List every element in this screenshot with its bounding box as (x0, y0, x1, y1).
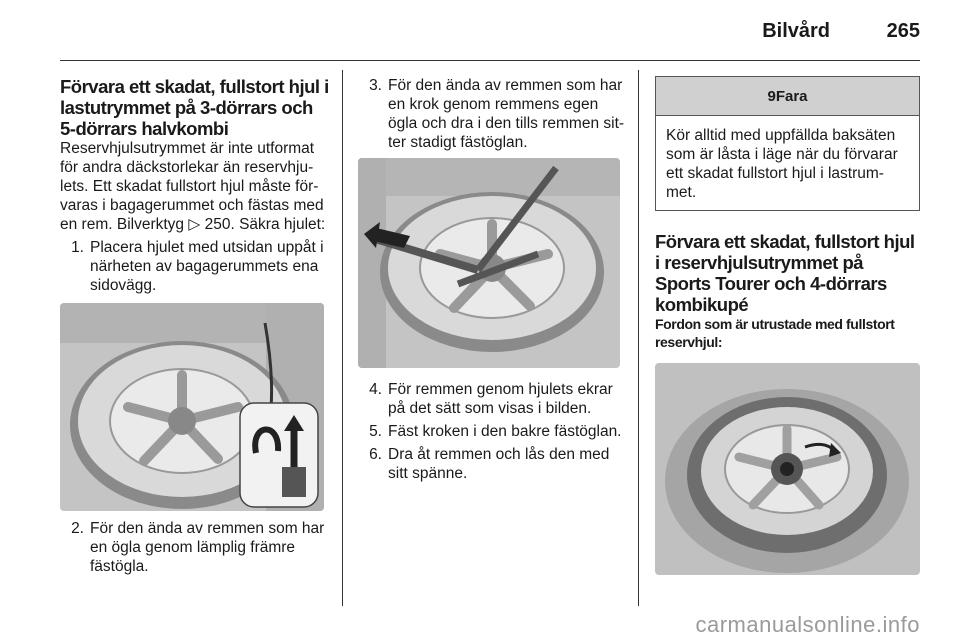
step-text: För den ända av remmen som har en ögla genom lämplig främre fästögla. (90, 520, 325, 575)
wheel-strap-figure-2 (358, 158, 620, 368)
warning-triangle-icon: 9 (767, 87, 776, 105)
step-text: Placera hjulet med utsidan uppåt i närheten av bagagerummets ena sidovägg. (90, 239, 324, 294)
step-number: 2. (71, 520, 84, 537)
step-6 (358, 445, 628, 483)
watermark: carmanualsonline.info (695, 612, 920, 637)
wheel-strap-figure-1 (60, 303, 324, 511)
section-subheading: Fordon som är utrustade med fullstort reservhjul: (655, 316, 895, 350)
page-ref-link[interactable]: 250 (204, 216, 231, 233)
page-number: 265 (886, 20, 920, 42)
intro-end: . Säkra hjulet: (230, 216, 326, 233)
step-text: Dra åt remmen och lås den med sitt spänne. (388, 446, 610, 482)
column-divider-1 (342, 70, 343, 606)
intro-text (60, 139, 330, 234)
step-1 (60, 238, 330, 295)
section-heading-2: Förvara ett skadat, fullstort hjul i reservhjulsutrymmet på Sports Tourer och 4-dörrars kombikupé (655, 231, 915, 315)
step-number: 1. (71, 239, 84, 256)
section-heading-1: Förvara ett skadat, fullstort hjul i lastutrymmet på 3-dörrars och 5-dörrars halvkombi (60, 76, 329, 139)
step-5 (358, 422, 628, 441)
step-number: 6. (369, 446, 382, 463)
step-number: 4. (369, 381, 382, 398)
step-text: Fäst kroken i den bakre fästöglan. (388, 423, 622, 440)
spare-wheel-well-figure (655, 363, 920, 575)
column-1 (60, 76, 330, 576)
step-text: För den ända av remmen som har en krok genom remmens egen ögla och dra i den tills remmen sit-ter stadigt fästöglan. (388, 77, 625, 151)
column-divider-2 (638, 70, 639, 606)
step-text: För remmen genom hjulets ekrar på det sätt som visas i bilden. (388, 381, 613, 417)
step-3 (358, 76, 628, 152)
intro-body: Reservhjulsutrymmet är inte utformat för andra däckstorlekar än reservhju-lets. Ett skadat fullstort hjul måste för-varas i bagagerummet och fästas med en rem. Bilverktyg (60, 140, 324, 233)
header-rule (60, 60, 920, 61)
danger-label: Fara (775, 87, 808, 105)
step-4 (358, 380, 628, 418)
step-number: 5. (369, 423, 382, 440)
column-3 (655, 76, 920, 575)
danger-header (656, 77, 919, 116)
step-2 (60, 519, 330, 576)
header-title: Bilvård (762, 20, 830, 42)
column-2 (358, 76, 628, 483)
ref-arrow-icon: ▷ (188, 216, 201, 233)
danger-box (655, 76, 920, 211)
step-number: 3. (369, 77, 382, 94)
danger-text: Kör alltid med uppfällda baksäten som är låsta i läge när du förvarar ett skadat fullstort hjul i lastrum-met. (666, 127, 898, 201)
